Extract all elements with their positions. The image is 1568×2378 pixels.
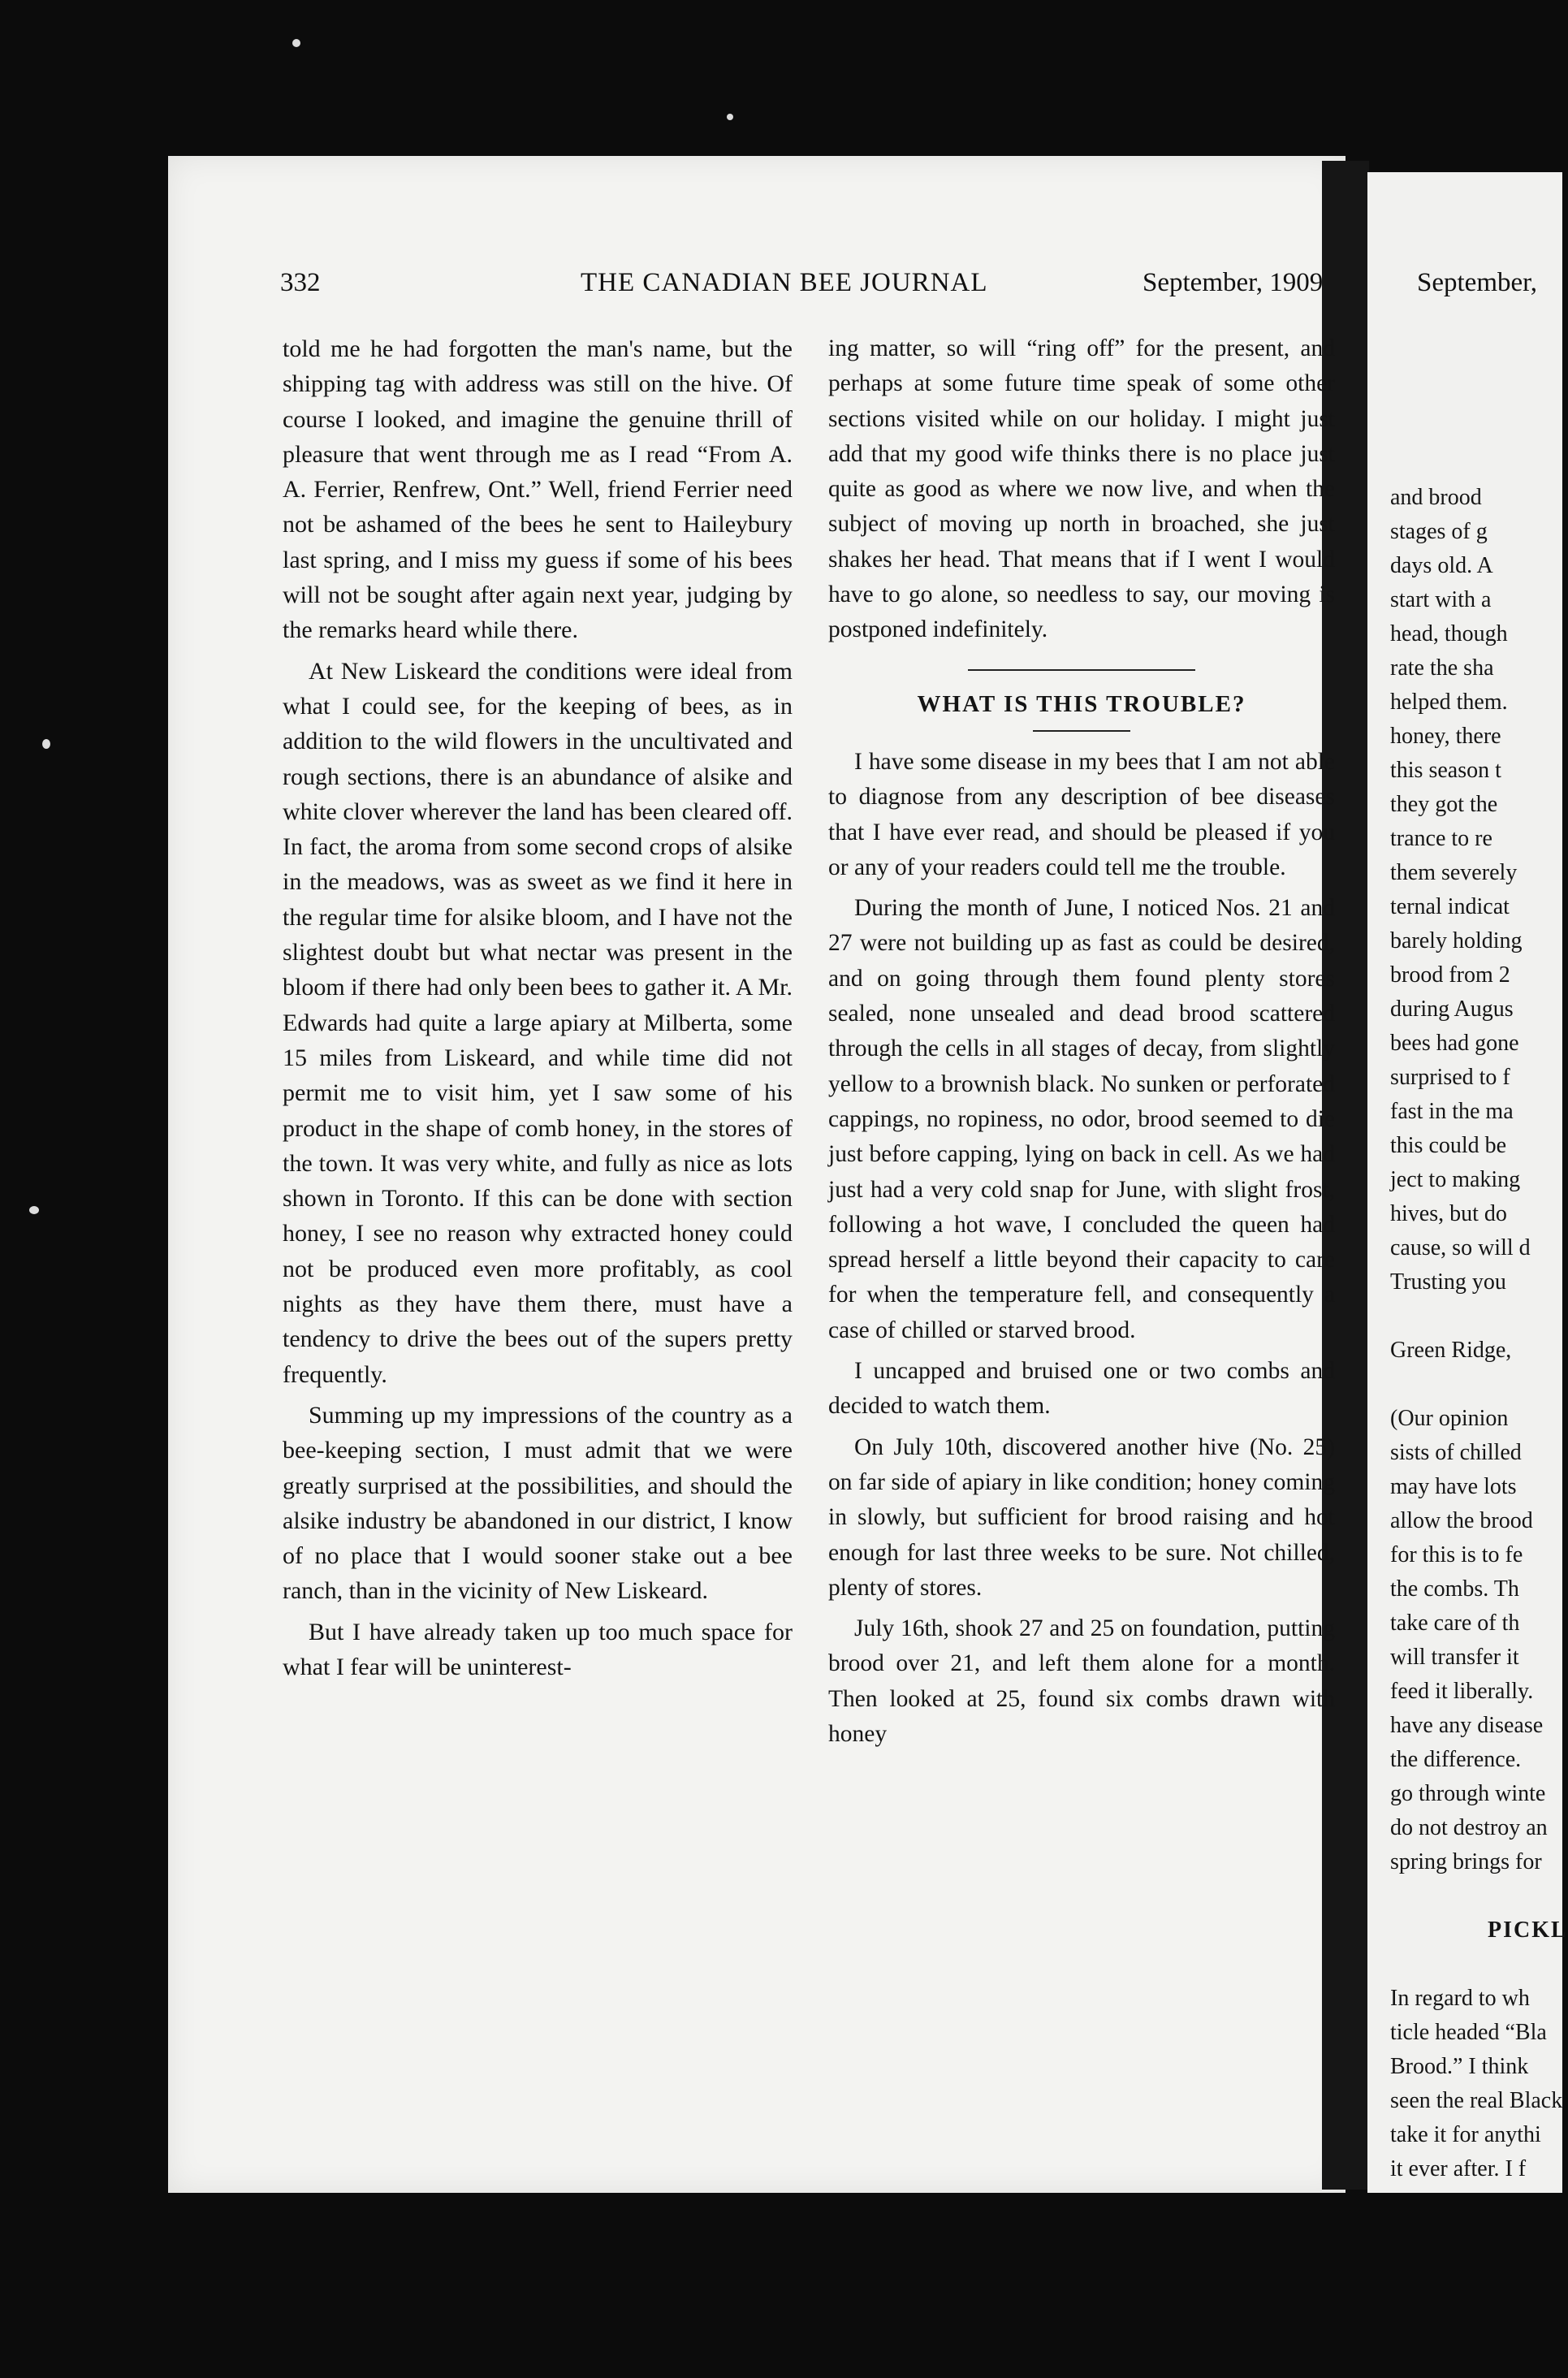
fragment-line: hives, but do [1390,1201,1507,1226]
fragment-line: trance to re [1390,826,1492,851]
fragment-line: go through winte [1390,1781,1546,1806]
fragment-line: the combs. Th [1390,1576,1519,1602]
fragment-line: and brood [1390,485,1482,510]
fragment-line: them severely [1390,860,1518,885]
fragment-line: (Our opinion [1390,1406,1509,1431]
fragment-line: they got the [1390,792,1498,817]
fragment-line: brood from 2 [1390,962,1510,988]
right-page [1367,172,1568,2193]
fragment-line: honey, there [1390,724,1501,749]
paragraph: During the month of June, I noticed Nos. 21 and 27 were not building up as fast as could be desired, and on going through them found plenty stores sealed, none unsealed and dead brood scattered through the cells in all stages of decay, from slightly yellow to a brownish black. No sunken or perforated cappings, no ropiness, no odor, brood seemed to die just before capping, lying on back in cell. As we had just had a very cold snap for June, with slight frost, following a hot wave, I concluded the queen had spread herself a little beyond their capacity to care for when the temperature fell, and consequently a case of chilled or starved brood. [828,895,1335,1343]
fragment-line: Green Ridge, [1390,1338,1512,1363]
paragraph: At New Liskeard the conditions were ideal from what I could see, for the keeping of bees, as in addition to the wild flowers in the uncultivated and rough sections, there is an abundance of alsike and white clover wherever the land has been cleared off. In fact, the aroma from some second crops of alsike in the meadows, was as sweet as we find it here in the regular time for alsike bloom, and I have not the slightest doubt but what nectar was present in the bloom if there had only been bees to gather it. A Mr. Edwards had quite a large apiary at Milberta, some 15 miles from Liskeard, and while time did not permit me to visit him, yet I saw some of his product in the shape of comb honey, in the stores of the town. It was very white, and fully as nice as lots shown in Toronto. If this can be done with section honey, I see no reason why extracted honey could not be produced even more profitably, as cool nights as they have them there, must have a tendency to drive the bees out of the supers pretty frequently. [283,657,793,1388]
right-column [828,331,1335,1758]
title-underline [1033,730,1130,732]
fragment-line: this season t [1390,758,1501,783]
paragraph: But I have already taken up too much space for what I fear will be uninterest- [283,1618,793,1680]
fragment-line [1390,1948,1568,1982]
next-page-text [1390,481,1568,2186]
paragraph: I have some disease in my bees that I am not able to diagnose from any description of bee diseases that I have ever read, and should be pleased if you or any of your readers could tell me the trouble. [828,748,1335,880]
fragment-line: this could be [1390,1133,1507,1158]
right-page-date: September, [1417,268,1538,297]
fragment-line: seen the real Black [1390,2088,1563,2113]
paragraph: ing matter, so will “ring off” for the present, and perhaps at some future time speak of some other sections visited while on our holiday. I might just add that my good wife thinks there is no place just quite as good as where we now live, and when the subject of moving up north in broached, she just shakes her head. That means that if I went I would have to go alone, so needless to say, our moving is postponed indefinitely. [828,335,1335,643]
fragment-line: Brood.” I think [1390,2054,1529,2079]
fragment-line: rate the sha [1390,655,1494,681]
paragraph: On July 10th, discovered another hive (No. 25) on far side of apiary in like condition; honey coming in slowly, but sufficient for brood raising and hot enough for last three weeks to be sure. Not chilled, plenty of stores. [828,1433,1335,1601]
issue-date: September, 1909 [1143,268,1324,297]
fragment-line: during Augus [1390,997,1514,1022]
fragment-line: allow the brood [1390,1508,1533,1533]
fragment-line: have any disease [1390,1713,1544,1738]
fragment-line: ternal indicat [1390,894,1510,919]
fragment-line: days old. A [1390,553,1493,578]
fragment-line: bees had gone [1390,1031,1519,1056]
fragment-line: may have lots [1390,1474,1517,1499]
fragment-line: fast in the ma [1390,1099,1514,1124]
fragment-line: helped them. [1390,690,1508,715]
right-page-header [1417,258,1559,307]
fragment-line: head, though [1390,621,1508,646]
left-column [283,331,793,1690]
fragment-line: In regard to wh [1390,1986,1530,2011]
fragment-line: stages of g [1390,519,1488,544]
fragment-line: the difference. [1390,1747,1522,1772]
fragment-line: surprised to f [1390,1065,1510,1090]
fragment-line [1390,1879,1568,1913]
fragment-line: Trusting you [1390,1269,1506,1295]
fragment-line [1390,1299,1568,1334]
fragment-line: cause, so will d [1390,1235,1531,1260]
fragment-line: sists of chilled [1390,1440,1522,1465]
fragment-line: start with a [1390,587,1492,612]
fragment-line: barely holding [1390,928,1523,953]
fragment-line: for this is to fe [1390,1542,1523,1567]
section-title: WHAT IS THIS TROUBLE? [917,690,1246,717]
paragraph: July 16th, shook 27 and 25 on foundation, putting brood over 21, and left them alone for a month. Then looked at 25, found six combs drawn with honey [828,1615,1335,1747]
page-header [280,258,1340,307]
fragment-line: PICKL [1488,1918,1568,1943]
fragment-line: take care of th [1390,1611,1520,1636]
paragraph: I uncapped and bruised one or two combs and decided to watch them. [828,1358,1335,1420]
fragment-line: take it for anythi [1390,2122,1541,2147]
fragment-line: will transfer it [1390,1645,1519,1670]
paragraph: told me he had forgotten the man's name, but the shipping tag with address was still on the hive. Of course I looked, and imagine the genuine thrill of pleasure that went through me as I read “From A. A. Ferrier, Renfrew, Ont.” Well, friend Ferrier need not be ashamed of the bees he sent to Haileybury last spring, and I miss my guess if some of his bees will not be sought after again next year, judging by the remarks heard while there. [283,335,793,644]
fragment-line: do not destroy an [1390,1815,1548,1840]
fragment-line: ticle headed “Bla [1390,2020,1547,2045]
fragment-line: ject to making [1390,1167,1521,1192]
section-divider [968,669,1195,671]
fragment-line: feed it liberally. [1390,1679,1534,1704]
fragment-line: spring brings for [1390,1849,1542,1874]
journal-title: THE CANADIAN BEE JOURNAL [581,268,988,297]
fragment-line [1390,1368,1568,1402]
page-number: 332 [280,268,321,297]
fragment-line: it ever after. I f [1390,2156,1527,2181]
paragraph: Summing up my impressions of the country as a bee-keeping section, I must admit that we were greatly surprised at the possibilities, and should the alsike industry be abandoned in our district, I know of no place that I would sooner stake out a bee ranch, than in the vicinity of New Liskeard. [283,1401,793,1605]
